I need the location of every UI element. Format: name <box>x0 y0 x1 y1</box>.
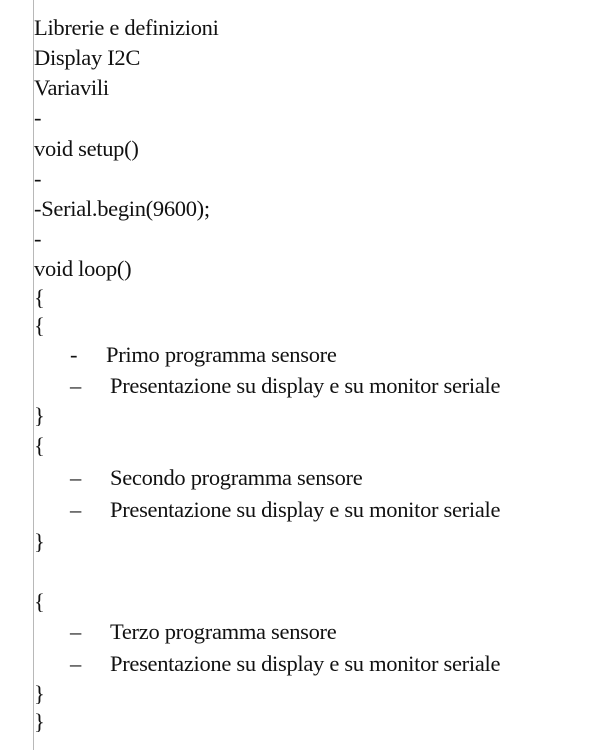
bullet-dash: – <box>70 465 82 490</box>
text-line-void-setup: void setup() <box>34 136 139 161</box>
text-line-close-brace: } <box>34 403 45 428</box>
text-line-dash: - <box>34 105 42 130</box>
list-item-text: Presentazione su display e su monitor seriale <box>110 651 501 676</box>
text-line-close-brace: } <box>34 681 45 706</box>
bullet-dash: – <box>70 373 82 398</box>
text-line-open-brace: { <box>34 285 45 310</box>
bullet-dash: – <box>70 651 82 676</box>
text-line-open-brace: { <box>34 313 45 338</box>
bullet-dash: – <box>70 497 82 522</box>
text-line-variables: Variavili <box>34 75 109 100</box>
text-line-dash: - <box>34 166 42 191</box>
bullet-dash: – <box>70 619 82 644</box>
text-line-void-loop: void loop() <box>34 256 132 281</box>
text-line-open-brace: { <box>34 433 45 458</box>
text-line-final-close-brace: } <box>34 709 45 734</box>
list-item-text: Presentazione su display e su monitor seriale <box>110 497 501 522</box>
list-item-text: Terzo programma sensore <box>110 619 337 644</box>
text-line-serial-begin: -Serial.begin(9600); <box>34 196 210 221</box>
bullet-dash: - <box>70 342 78 367</box>
text-line-libraries: Librerie e definizioni <box>34 15 219 40</box>
text-line-open-brace: { <box>34 589 45 614</box>
text-line-dash: - <box>34 226 42 251</box>
text-line-display: Display I2C <box>34 45 141 70</box>
list-item-text: Primo programma sensore <box>106 342 337 367</box>
list-item-text: Presentazione su display e su monitor seriale <box>110 373 501 398</box>
list-item-text: Secondo programma sensore <box>110 465 363 490</box>
text-line-close-brace: } <box>34 529 45 554</box>
